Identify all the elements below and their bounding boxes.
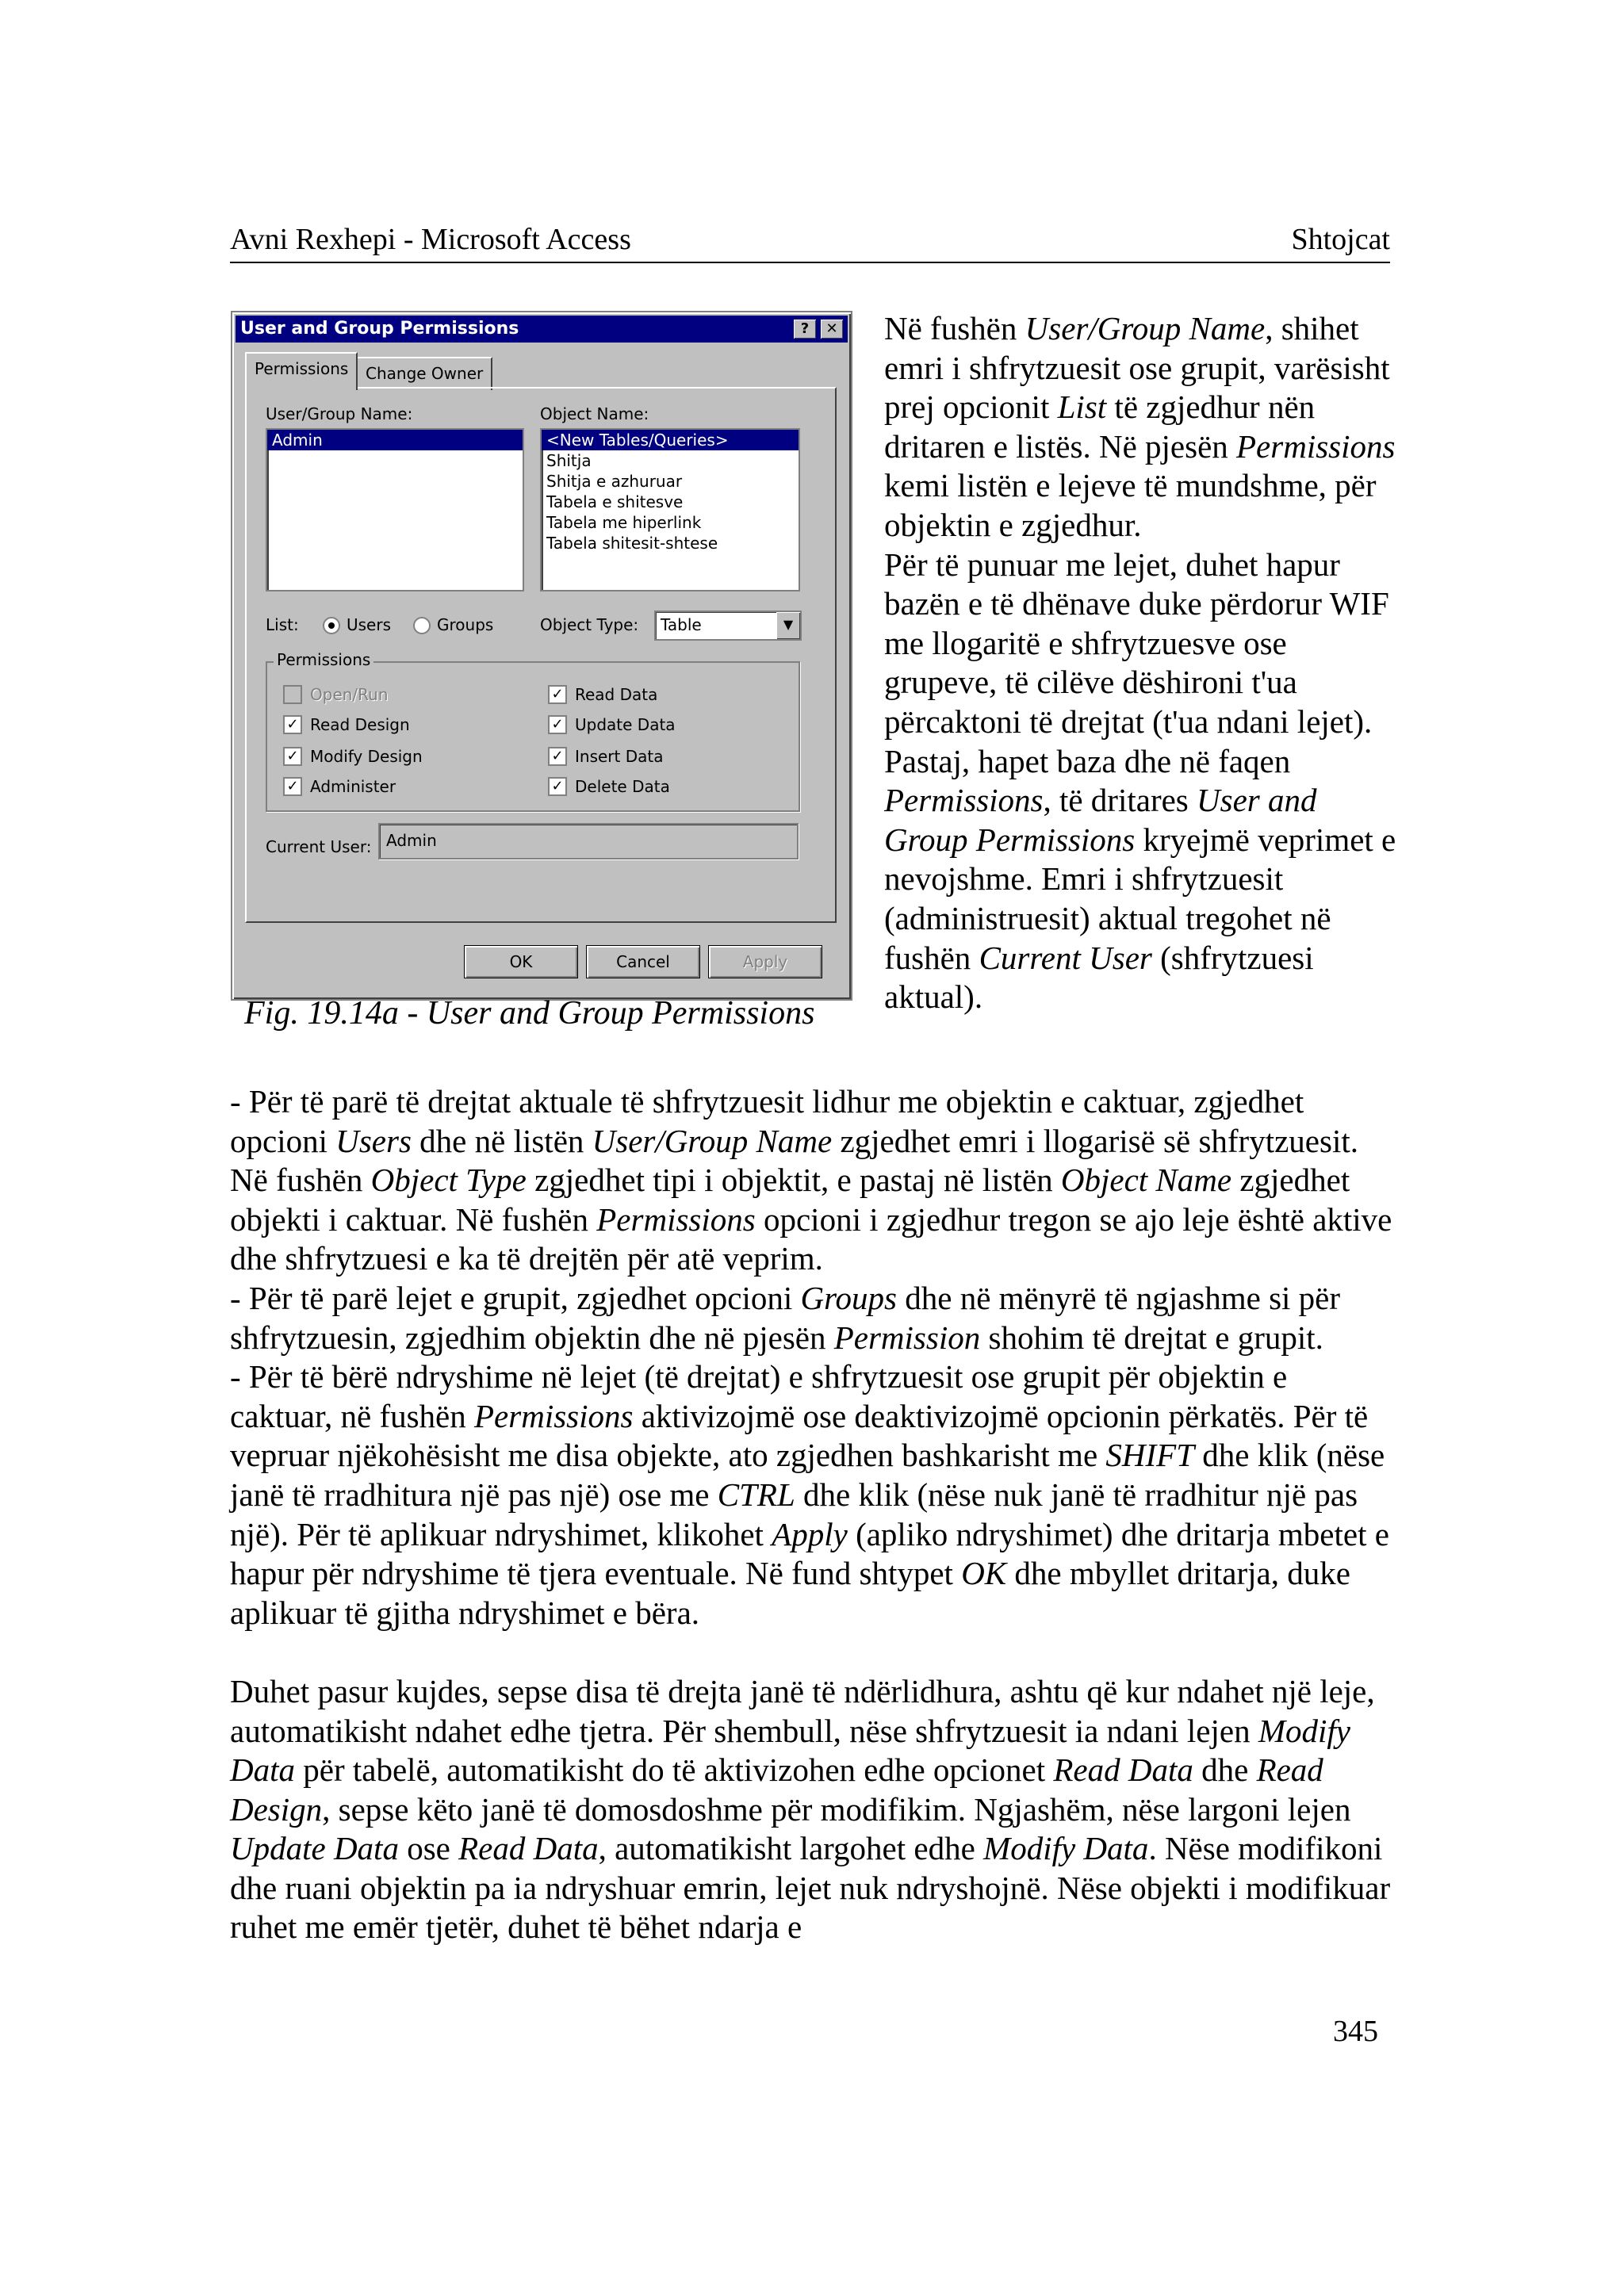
text-run: dhe klik (nëse nuk janë të rradhitur një pas një). Për të aplikuar ndryshimet, klikohet xyxy=(230,1476,1358,1552)
text-run-italic: Modify Data xyxy=(230,1712,1350,1789)
text-run: zgjedhet tipi i objektit, e pastaj në listën xyxy=(526,1162,1061,1199)
administer-checkbox[interactable]: ✓ xyxy=(283,777,302,796)
list-label: List: xyxy=(266,615,299,634)
text-run: dhe në mënyrë të ngjashme si për shfrytzuesin, zgjedhim objektin dhe në pjesën xyxy=(230,1279,1341,1356)
apply-button[interactable]: Apply xyxy=(708,945,822,978)
ok-button[interactable]: OK xyxy=(464,945,578,978)
insert-data-label: Insert Data xyxy=(575,747,664,766)
cancel-button[interactable]: Cancel xyxy=(586,945,700,978)
text-run: për tabelë, automatikisht do të aktivizohen edhe opcionet xyxy=(295,1751,1054,1789)
text-run-italic: Object Type xyxy=(370,1162,527,1199)
insert-data-checkbox[interactable]: ✓ xyxy=(548,747,567,766)
figure-caption: Fig. 19.14a - User and Group Permissions xyxy=(244,995,815,1032)
list-item[interactable]: Admin xyxy=(267,430,523,450)
text-run: zgjedhet objekti i caktuar. Në fushën xyxy=(230,1162,1350,1238)
tab-change-owner[interactable]: Change Owner xyxy=(356,357,492,390)
text-run-italic: User/Group Name xyxy=(592,1122,833,1159)
text-run-italic: Read Data xyxy=(1053,1751,1193,1789)
modify-design-label: Modify Design xyxy=(310,747,423,766)
read-data-label: Read Data xyxy=(575,685,658,704)
read-design-checkbox[interactable]: ✓ xyxy=(283,715,302,734)
user-group-name-label: User/Group Name: xyxy=(266,404,413,423)
text-run: - Për të bërë ndryshime në lejet (të drejtat) e shfrytzuesit ose grupit për objektin e caktuar, në fushën xyxy=(230,1358,1288,1434)
text-run-italic: CTRL xyxy=(717,1476,795,1513)
running-header-left: Avni Rexhepi - Microsoft Access xyxy=(230,223,631,256)
text-run: , të dritares xyxy=(1043,782,1197,819)
object-type-value: Table xyxy=(661,615,702,634)
user-group-list[interactable] xyxy=(266,428,524,591)
text-run-italic: Current User xyxy=(979,939,1152,976)
text-run: të zgjedhur nën dritaren e listës. Në pjesën xyxy=(884,389,1316,465)
read-design-label: Read Design xyxy=(310,715,410,734)
list-item[interactable]: <New Tables/Queries> xyxy=(542,430,799,450)
dialog-title: User and Group Permissions xyxy=(240,319,519,339)
text-run: Duhet pasur kujdes, sepse disa të drejta janë të ndërlidhura, ashtu që kur ndahet një leje, automatikisht ndahet edhe tjetra. Për shembull, nëse shfrytzuesit ia ndani lejen xyxy=(230,1672,1375,1749)
groups-radio[interactable] xyxy=(413,617,431,634)
text-run: dhe xyxy=(1193,1751,1257,1789)
side-paragraph xyxy=(884,309,1400,1017)
text-run: . Nëse modifikoni dhe ruani objektin pa ia ndryshuar emrin, lejet nuk ndryshojnë. Nëse objekti i modifikuar ruhet me emër tjetër, duhet të bëhet ndarja e xyxy=(230,1830,1391,1946)
update-data-label: Update Data xyxy=(575,715,676,734)
open-run-label: Open/Run xyxy=(310,685,389,704)
body-paragraph-4 xyxy=(230,1672,1396,1947)
delete-data-label: Delete Data xyxy=(575,777,670,796)
paragraph-gap xyxy=(230,1633,1396,1672)
body-paragraph-1 xyxy=(230,1082,1396,1279)
users-radio-label[interactable]: Users xyxy=(347,615,392,634)
text-run: (apliko ndryshimet) dhe dritarja mbetet e hapur për ndryshime të tjera eventuale. Në fund shtypet xyxy=(230,1515,1389,1592)
text-run-italic: User/Group Name xyxy=(1025,310,1266,346)
text-run-italic: User and Group Permissions xyxy=(884,782,1317,858)
object-type-label: Object Type: xyxy=(540,615,639,634)
text-run: kryejmë veprimet e nevojshme. Emri i shfrytzuesit (administruesit) aktual tregohet në fushën xyxy=(884,821,1396,976)
modify-design-checkbox[interactable]: ✓ xyxy=(283,747,302,766)
text-run: dhe klik (nëse janë të rradhitura një pas një) ose me xyxy=(230,1437,1385,1513)
update-data-checkbox[interactable]: ✓ xyxy=(548,715,567,734)
text-run-italic: Permissions xyxy=(474,1397,634,1434)
text-run-italic: Permission xyxy=(833,1319,981,1356)
text-run-italic: List xyxy=(1057,389,1107,426)
current-user-label: Current User: xyxy=(266,837,372,856)
text-run: ose xyxy=(398,1830,459,1867)
text-run-italic: Modify Data xyxy=(983,1830,1149,1867)
object-name-list[interactable] xyxy=(540,428,800,591)
list-item[interactable]: Tabela me hiperlink xyxy=(546,513,702,532)
list-item[interactable]: Tabela e shitesve xyxy=(546,492,684,511)
tab-panel xyxy=(245,387,837,923)
chevron-down-icon[interactable]: ▼ xyxy=(776,612,800,639)
text-run: opcioni i zgjedhur tregon se ajo leje është aktive dhe shfrytzuesi e ka të drejtën për atë veprim. xyxy=(230,1200,1392,1277)
administer-label: Administer xyxy=(310,777,396,796)
text-run-italic: Permissions xyxy=(1236,427,1396,465)
text-run: - Për të parë lejet e grupit, zgjedhet opcioni xyxy=(230,1279,801,1316)
text-run-italic: Apply xyxy=(772,1515,848,1552)
list-item[interactable]: Shitja e azhuruar xyxy=(546,472,683,491)
text-run: Për të punuar me lejet, duhet hapur bazën e të dhënave duke përdorur WIF me llogaritë e shfrytzuesve ose grupeve, të cilëve dëshironi t'ua përcaktoni të drejtat (t'ua ndani lejet). Pastaj, hapet baza dhe në faqen xyxy=(884,545,1389,779)
text-run-italic: Permissions xyxy=(884,782,1044,819)
text-run: Në fushën xyxy=(884,310,1025,346)
header-rule xyxy=(230,262,1390,263)
list-item[interactable]: Shitja xyxy=(546,451,592,470)
body-text xyxy=(230,1082,1396,1947)
text-run-italic: Permissions xyxy=(596,1200,756,1238)
help-button[interactable]: ? xyxy=(794,320,816,339)
body-paragraph-3 xyxy=(230,1357,1396,1633)
text-run: zgjedhet emri i llogarisë së shfrytzuesit. Në fushën xyxy=(230,1122,1358,1199)
text-run-italic: Groups xyxy=(800,1279,898,1316)
text-run-italic: Users xyxy=(335,1122,412,1159)
groups-radio-label[interactable]: Groups xyxy=(437,615,494,634)
text-run: - Për të parë të drejtat aktuale të shfrytzuesit lidhur me objektin e caktuar, zgjedhet opcioni xyxy=(230,1083,1304,1159)
text-run: , shihet emri i shfrytzuesit ose grupit, varësisht prej opcionit xyxy=(884,310,1390,426)
object-name-label: Object Name: xyxy=(540,404,649,423)
text-run: kemi listën e lejeve të mundshme, për objektin e zgjedhur. xyxy=(884,467,1377,543)
text-run-italic: Update Data xyxy=(230,1830,399,1867)
tab-permissions[interactable]: Permissions xyxy=(245,352,358,390)
users-radio[interactable] xyxy=(323,617,340,634)
text-run: , sepse këto janë të domosdoshme për modifikim. Ngjashëm, nëse largoni lejen xyxy=(322,1790,1351,1828)
text-run-italic: Read Data xyxy=(458,1830,599,1867)
text-run-italic: SHIFT xyxy=(1105,1437,1195,1474)
delete-data-checkbox[interactable]: ✓ xyxy=(548,777,567,796)
text-run: dhe mbyllet dritarja, duke aplikuar të gjitha ndryshimet e bëra. xyxy=(230,1555,1350,1631)
text-run: aktivizojmë ose deaktivizojmë opcionin përkatës. Për të vepruar njëkohësisht me disa objekte, ato zgjedhen bashkarisht me xyxy=(230,1397,1369,1474)
current-user-field: Admin xyxy=(378,823,799,859)
permissions-group-label: Permissions xyxy=(274,650,373,669)
text-run: dhe në listën xyxy=(411,1122,592,1159)
text-run-italic: Object Name xyxy=(1060,1162,1232,1199)
permissions-dialog xyxy=(231,311,852,1001)
body-paragraph-2 xyxy=(230,1279,1396,1357)
side-paragraph-1 xyxy=(884,309,1400,545)
text-run: , automatikisht largohet edhe xyxy=(598,1830,984,1867)
close-button[interactable]: ✕ xyxy=(821,320,843,339)
text-run: shohim të drejtat e grupit. xyxy=(980,1319,1323,1356)
list-item[interactable]: Tabela shitesit-shtese xyxy=(546,534,718,553)
dialog-titlebar xyxy=(236,316,848,343)
text-run: (shfrytzuesi aktual). xyxy=(884,939,1314,1016)
read-data-checkbox[interactable]: ✓ xyxy=(548,685,567,704)
text-run-italic: Read Design xyxy=(230,1751,1323,1828)
running-header-right: Shtojcat xyxy=(1291,223,1390,256)
open-run-checkbox[interactable] xyxy=(283,685,302,704)
side-paragraph-2 xyxy=(884,545,1400,1017)
radio-selected-dot xyxy=(328,622,335,629)
text-run-italic: OK xyxy=(961,1555,1007,1592)
page-number: 345 xyxy=(1333,2015,1378,2048)
object-type-select[interactable] xyxy=(654,611,802,641)
